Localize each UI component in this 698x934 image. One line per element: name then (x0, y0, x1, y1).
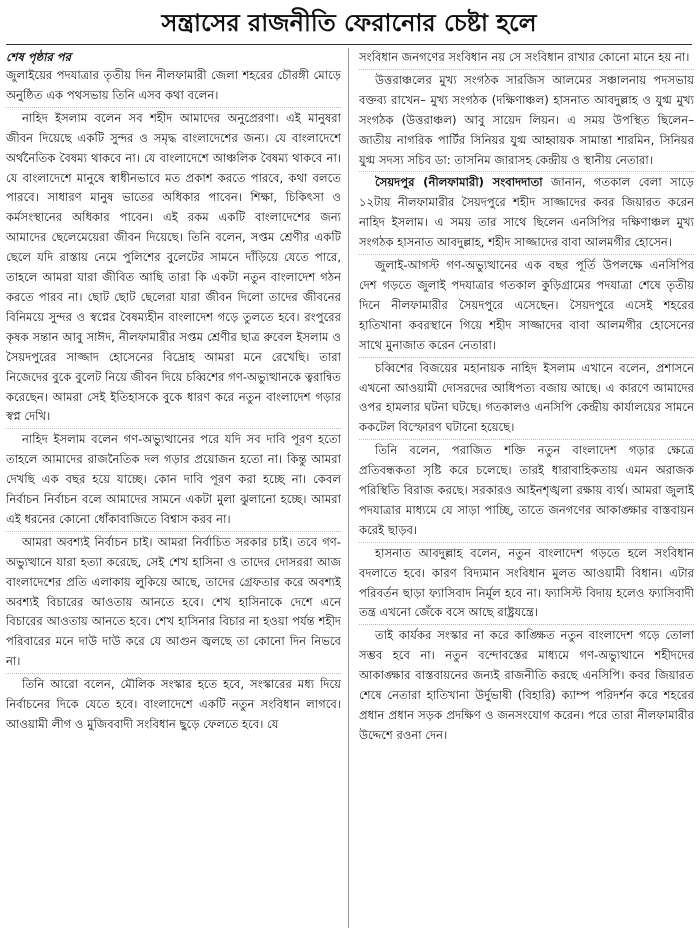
paragraph-separator (6, 673, 341, 674)
dateline: সৈয়দপুর (নীলফামারী) সংবাদদাতা (375, 175, 543, 190)
article-paragraph: জুলাইয়ের পদযাত্রার তৃতীয় দিন নীলফামারী জেলা শহরের চৌরঙ্গী মোড়ে অনুষ্ঠিত এক পথসভায় তিনি এসব কথা বলেন। (6, 68, 341, 102)
article-paragraph: সংবিধান জনগণের সংবিধান নয় সে সংবিধান রাখার কোনো মানে হয় না। (359, 50, 690, 64)
paragraph-separator (359, 254, 694, 255)
paragraph-separator (6, 531, 341, 532)
dateline-paragraph (359, 173, 694, 253)
article-paragraph: তিনি আরো বলেন, মৌলিক সংস্কার হতে হবে, সংস্কারের মধ্য দিয়ে নির্বাচনের দিকে যেতে হবে। বাংলাদেশে একটি নতুন সংবিধান লাগবে। আওয়ামী লীগ ও মুজিববাদী সংবিধান ছুড়ে ফেলতে হবে। যে (6, 677, 341, 731)
article-paragraph: জুলাই-আগস্ট গণ-অভ্যুত্থানের এক বছর পূর্তি উপলক্ষে এনসিপির দেশ গড়তে জুলাই পদযাত্রার গতকাল কুড়িগ্রামের পদযাত্রা শেষে তৃতীয় দিনে নীলফামারীর সৈয়দপুরে এসেছেন। সৈয়দপুরে এসেই শহরের হাতিখানা কবরস্থানে গিয়ে শহীদ সাজ্জাদের বাবা আলমগীর হোসেনের সাথে মুনাজাত করেন নেতারা। (359, 258, 694, 352)
left-column (6, 48, 341, 928)
paragraph-separator (359, 357, 694, 358)
paragraph-separator (6, 107, 341, 108)
continued-from-label: শেষ পৃষ্ঠার পর (6, 50, 71, 64)
article-paragraph: উত্তরাঞ্চলের মুখ্য সংগঠক সারজিস আলমের সঞ্চালনায় পদসভায় বক্তব্য রাখেন– মুখ্য সংগঠক (দক্ষিণাঞ্চল) হাসনাত আবদুল্লাহ ও যুগ্ম মুখ্য সংগঠক (উত্তরাঞ্চল) আবু সায়েদ লিয়ন। এ সময় উপস্থিত ছিলেন– জাতীয় নাগরিক পার্টির সিনিয়র যুগ্ম আহ্বায়ক সামান্তা শারমিন, সিনিয়র যুগ্ম সদস্য সচিব ডা: তাসনিম জারাসহ কেন্দ্রীয় ও স্থানীয় নেতারা। (359, 72, 694, 167)
article-paragraph: আমরা অবশ্যই নির্বাচন চাই। আমরা নির্বাচিত সরকার চাই। তবে গণ-অভ্যুত্থানে যারা হত্যা করেছে, সেই শেখ হাসিনা ও তাদের দোসররা আজ বাংলাদেশের প্রতি এলাকায় লুকিয়ে আছে, তাদের গ্রেফতার করে অবশ্যই অবশ্যই বিচারের আওতায় আনতে হবে। শেখ হাসিনাকে দেশে এনে বিচারের আওতায় আনতে হবে। শেখ হাসিনার বিচার না হওয়া পর্যন্ত শহীদ পরিবারের মনে দাউ দাউ করে যে আগুন জ্বলছে তা কোনো দিন নিভবে না। (6, 534, 341, 669)
article-paragraph: হাসনাত আবদুল্লাহ বলেন, নতুন বাংলাদেশ গড়তে হলে সংবিধান বদলাতে হবে। কারণ বিদ্যমান সংবিধান মুলত আওয়ামী বিধান। এটার পরিবর্তন ছাড়া ফ্যাসিবাদ নির্মূল হবে না। ফ্যাসিস্ট বিদায় হলেও ফ্যাসিবাদী তন্ত্র এখনো জেঁকে বসে আছে রাষ্ট্রযন্ত্রে। (359, 545, 694, 620)
paragraph-separator (359, 439, 694, 440)
column-divider (348, 48, 349, 928)
article-paragraph: চব্বিশের বিজয়ের মহানায়ক নাহিদ ইসলাম এখানে বলেন, প্রশাসনে এখনো আওয়ামী দোসরদের আধিপত্য বজায় আছে। এ কারণে আমাদের ওপর হামলার ঘটনা ঘটছে। গতকালও এনসিপি কেন্দ্রীয় কার্যালয়ের সামনে ককটেল বিস্ফোরণ ঘটানো হয়েছে। (359, 360, 694, 435)
paragraph-separator (359, 624, 694, 625)
paragraph-separator (6, 428, 341, 429)
article-paragraph: তিনি বলেন, পরাজিত শক্তি নতুন বাংলাদেশ গড়ার ক্ষেত্রে প্রতিবন্ধকতা সৃষ্টি করে চলেছে। তারই ধারাবাহিকতায় এমন অরাজক পরিস্থিতি বিরাজ করছে। সরকারও আইনশৃঙ্খলা রক্ষায় ব্যর্থ। আমরা জুলাই পদযাত্রার মাধ্যমে যে সাড়া পাচ্ছি, তাতে জনগণের আকাঙ্ক্ষার বাস্তবায়ন করেই ছাড়ব। (359, 443, 694, 537)
paragraph-separator (359, 171, 694, 172)
article-paragraph: নাহিদ ইসলাম বলেন সব শহীদ আমাদের অনুপ্রেরণা। এই মানুষরা জীবন দিয়েছে একটি সুন্দর ও সমৃদ্ধ বাংলাদেশের জন্য। যে বাংলাদেশে অর্থনৈতিক বৈষম্য থাকবে না। যে বাংলাদেশে আঞ্চলিক বৈষম্য থাকবে না। যে বাংলাদেশে মানুষে স্বাধীনভাবে মত প্রকাশ করতে পারবে, কথা বলতে পারবে। সাধারণ মানুষ ভাতের অধিকার পাবেন। শিক্ষা, চিকিৎসা ও কর্মসংস্থানের অধিকার পাবেন। এই রকম একটি বাংলাদেশের জন্য আমাদের ছেলেমেয়েরা জীবন দিয়েছে। তিনি বলেন, সপ্তম শ্রেণীর একটি ছেলে যদি রাস্তায় নেমে পুলিশের বুলেটের সামনে দাঁড়িয়ে যেতে পারে, তাহলে আমরা যারা জীবিত আছি তারা কি একটা নতুন বাংলাদেশ গঠন করতে পারব না। ছোট ছোট ছেলেরা যারা জীবন দিলো তাদের জীবনের বিনিময়ে সুন্দর ও স্বপ্নের বৈষম্যহীন বাংলাদেশ গড়ে তুলতে হবে। রংপুরের কৃষক সন্তান আবু সাঈদ, নীলফামারীর সপ্তম শ্রেণীর ছাত্র রুবেল ইসলাম ও সৈয়দপুরের সাজ্জাদ হোসেনের বিদ্রোহ আমরা মনে রেখেছি। তারা নিজেদের বুকে বুলেট নিয়ে জীবন দিয়ে চব্বিশের গণ-অভ্যুত্থানকে ত্বরান্বিত করেছেন। আমরা সেই ইতিহাসকে বুকে ধারণ করে নতুন বাংলাদেশ গড়ার স্বপ্ন দেখি। (6, 110, 341, 424)
headline-rule (6, 44, 692, 45)
article-paragraph: তাই কার্যকর সংস্কার না করে কাঙ্ক্ষিত নতুন বাংলাদেশ গড়ে তোলা সম্ভব হবে না। নতুন বন্দোবস্তের মাধ্যমে গণ-অভ্যুত্থানে শহীদদের আকাঙ্ক্ষার বাস্তবায়নের জন্যই রাজনীতি করছে এনসিপি। কবর জিয়ারত শেষে নেতারা হাতিখানা উর্দুভাষী (বিহারি) ক্যাম্প পরিদর্শন করে শহরের প্রধান প্রধান সড়ক প্রদক্ষিণ ও জনসংযোগ করেন। পরে তারা নীলফামারীর উদ্দেশে রওনা দেন। (359, 628, 694, 742)
right-column (359, 48, 694, 928)
paragraph-separator (359, 542, 694, 543)
dateline-text: জানান, গতকাল বেলা সাড়ে ১২টায় নীলফামারীর সৈয়দপুরে শহীদ সাজ্জাদের কবর জিয়ারত করেন নাহিদ ইসলাম। এ সময় তার সাথে ছিলেন এনসিপির দক্ষিণাঞ্চল মুখ্য সংগঠক হাসনাত আবদুল্লাহ, শহীদ সাজ্জাদের বাবা আলমগীর হোসেন। (359, 175, 694, 250)
article-paragraph: নাহিদ ইসলাম বলেন গণ-অভ্যুত্থানের পরে যদি সব দাবি পূরণ হতো তাহলে আমাদের রাজনৈতিক দল গড়ার প্রয়োজন হতো না। কিন্তু আমরা দেখছি এক বছর হয়ে যাচ্ছে। কোন দাবি পূরণ করা হচ্ছে না। কেবল নির্বাচন নির্বাচন বলে আমাদের সামনে একটা মুলা ঝুলানো হচ্ছে। আমরা এই ধরনের কোনো ধোঁকাবাজিতে বিশ্বাস করব না। (6, 432, 341, 526)
paragraph-separator (359, 69, 694, 70)
headline: সন্ত্রাসের রাজনীতি ফেরানোর চেষ্টা হলে (161, 9, 537, 37)
